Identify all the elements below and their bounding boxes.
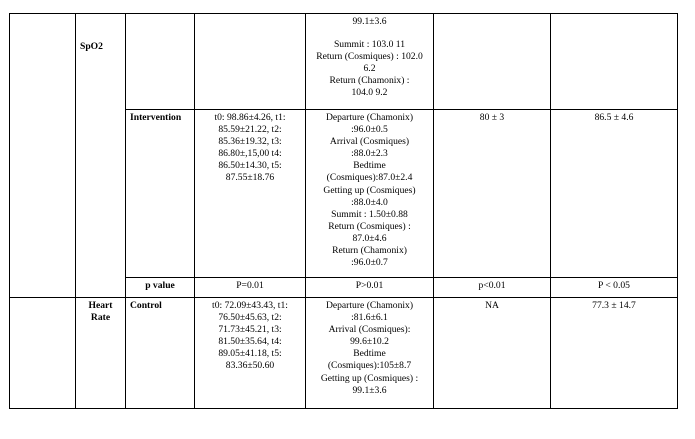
timepoint-line: 85.59±21.22, t2: [218, 124, 282, 136]
field-line: Bedtime [353, 160, 386, 172]
pvalue-col5: P < 0.05 [551, 278, 678, 298]
field-line: Summit : 103.0 11 [333, 39, 406, 51]
empty-group-cell [126, 14, 195, 110]
hr-control-timepoints [195, 298, 306, 409]
timepoint-line: 89.05±41.18, t5: [218, 348, 282, 360]
field-line: 99.1±3.6 [352, 16, 387, 27]
field-line: Departure (Chamonix) [325, 300, 414, 311]
field-line: Return (Chamonix) [332, 245, 407, 257]
hr-control-field-values [306, 298, 434, 409]
field-line: Bedtime [353, 348, 386, 360]
empty-outer-cell [10, 298, 76, 409]
group-label-pvalue: p value [126, 278, 195, 298]
field-line: Arrival (Cosmiques): [328, 324, 411, 336]
field-line: 6.2 [363, 63, 376, 75]
field-line: 104.0 9.2 [351, 87, 388, 99]
field-line: Return (Chamonix) : [329, 75, 410, 87]
field-line: :81.6±6.1 [351, 312, 388, 324]
field-line: Return (Cosmiques) : [328, 220, 411, 232]
spo2-label: SpO2 [76, 14, 126, 298]
field-line: 99.1±3.6 [352, 384, 387, 396]
field-line: :88.0±2.3 [351, 148, 388, 160]
intervention-col5-value: 86.5 ± 4.6 [551, 110, 678, 278]
hr-control-col4: NA [434, 298, 551, 409]
table-row [10, 298, 678, 409]
field-line: 87.0±4.6 [352, 232, 387, 244]
intervention-timepoints [195, 110, 306, 278]
timepoint-line: t0: 72.09±43.43, t1: [212, 300, 288, 311]
intervention-col4-value: 80 ± 3 [434, 110, 551, 278]
pvalue-field: P>0.01 [306, 278, 434, 298]
timepoint-line: t0: 98.86±4.26, t1: [214, 112, 286, 123]
timepoint-line: 81.50±35.64, t4: [218, 336, 282, 348]
group-label-intervention: Intervention [126, 110, 195, 278]
empty-outer-cell [10, 14, 76, 298]
timepoint-line: 83.36±50.60 [225, 360, 275, 372]
field-line: Return (Cosmiques) : 102.0 [316, 51, 423, 63]
timepoint-line: 87.55±18.76 [225, 172, 275, 184]
intervention-field-values [306, 110, 434, 278]
label-line: Rate [90, 312, 111, 324]
timepoint-line: 86.50±14.30, t5: [218, 160, 282, 172]
hr-control-col5: 77.3 ± 14.7 [551, 298, 678, 409]
field-line: 99.6±10.2 [350, 336, 389, 348]
field-line: :96.0±0.7 [351, 257, 388, 269]
empty-timepoints-cell [195, 14, 306, 110]
field-line: :96.0±0.5 [351, 124, 388, 136]
field-line: Summit : 1.50±0.88 [331, 208, 408, 220]
field-line: Getting up (Cosmiques) : [320, 372, 419, 384]
label-line: Heart [88, 300, 113, 311]
field-line: Departure (Chamonix) [325, 112, 414, 123]
results-table [9, 13, 678, 409]
spacer [310, 28, 429, 39]
empty-col5-cell [551, 14, 678, 110]
field-line: (Cosmiques):87.0±2.4 [326, 172, 413, 184]
field-line: Arrival (Cosmiques) [329, 136, 410, 148]
timepoint-line: 85.36±19.32, t3: [218, 136, 282, 148]
timepoint-line: 76.50±45.63, t2: [218, 312, 282, 324]
pvalue-col4: p<0.01 [434, 278, 551, 298]
field-line: :88.0±4.0 [351, 196, 388, 208]
table-row [10, 14, 678, 110]
spo2-control-field-values [306, 14, 434, 110]
field-line: Getting up (Cosmiques) [323, 184, 416, 196]
group-label-control: Control [126, 298, 195, 409]
empty-col4-cell [434, 14, 551, 110]
timepoint-line: 86.80±,15,00 t4: [218, 148, 282, 160]
pvalue-timepoints: P=0.01 [195, 278, 306, 298]
timepoint-line: 71.73±45.21, t3: [218, 324, 282, 336]
heart-rate-label [76, 298, 126, 409]
field-line: (Cosmiques):105±8.7 [327, 360, 412, 372]
